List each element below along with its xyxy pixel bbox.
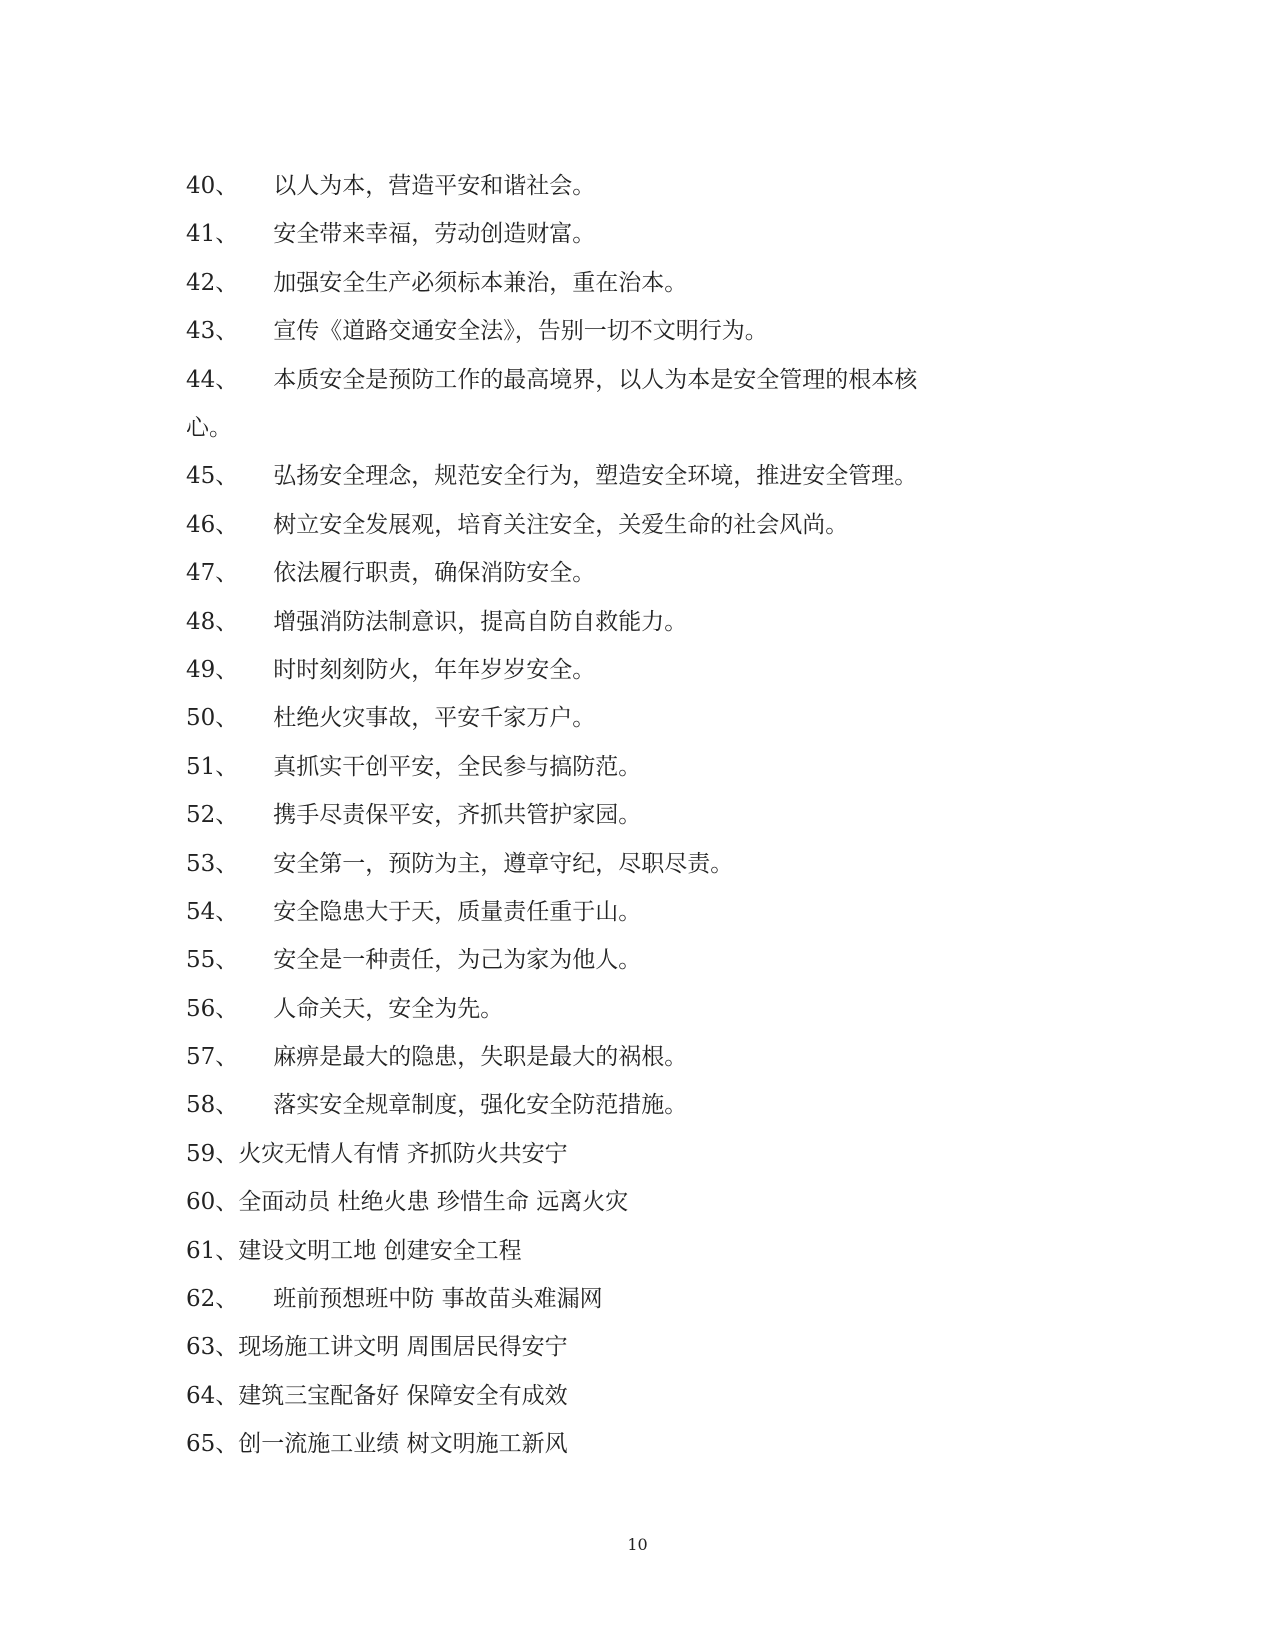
item-number: 58 — [186, 1092, 216, 1119]
item-separator: 、 — [215, 1237, 239, 1264]
list-item — [186, 1033, 946, 1081]
item-text: 班前预想班中防 事故苗头难漏网 — [273, 1286, 603, 1313]
list-item — [186, 646, 946, 694]
item-separator: 、 — [215, 269, 239, 296]
item-number: 62 — [186, 1286, 216, 1313]
item-number: 63 — [186, 1334, 216, 1361]
item-separator: 、 — [215, 705, 239, 732]
item-separator: 、 — [215, 995, 239, 1022]
item-separator: 、 — [215, 1044, 239, 1071]
item-text: 安全第一，预防为主，遵章守纪，尽职尽责。 — [273, 850, 734, 877]
list-item — [186, 1275, 946, 1323]
item-separator: 、 — [215, 1140, 239, 1167]
item-separator: 、 — [215, 1092, 239, 1119]
item-text: 建筑三宝配备好 保障安全有成效 — [238, 1382, 568, 1409]
list-item — [186, 791, 946, 839]
item-text: 弘扬安全理念，规范安全行为，塑造安全环境，推进安全管理。 — [273, 463, 918, 490]
item-text: 安全是一种责任，为己为家为他人。 — [273, 947, 642, 974]
list-item — [186, 307, 946, 355]
list-item — [186, 598, 946, 646]
item-number: 52 — [186, 802, 216, 829]
item-number: 61 — [186, 1237, 216, 1264]
item-text: 安全隐患大于天，质量责任重于山。 — [273, 898, 642, 925]
item-text: 宣传《道路交通安全法》，告别一切不文明行为。 — [273, 318, 768, 345]
item-number: 60 — [186, 1189, 216, 1216]
item-separator: 、 — [215, 221, 239, 248]
list-item — [186, 743, 946, 791]
item-separator: 、 — [215, 511, 239, 538]
item-number: 49 — [186, 656, 216, 683]
list-item — [186, 985, 946, 1033]
page-number: 10 — [627, 1535, 648, 1554]
list-item — [186, 501, 946, 549]
item-separator: 、 — [215, 560, 239, 587]
list-item — [186, 1323, 946, 1371]
item-separator: 、 — [215, 366, 239, 393]
item-text: 依法履行职责，确保消防安全。 — [273, 560, 596, 587]
list-item — [186, 1227, 946, 1275]
item-number: 45 — [186, 463, 216, 490]
item-separator: 、 — [215, 1334, 239, 1361]
item-number: 53 — [186, 850, 216, 877]
item-separator: 、 — [215, 802, 239, 829]
item-number: 46 — [186, 511, 216, 538]
item-text: 真抓实干创平安，全民参与搞防范。 — [273, 753, 642, 780]
item-number: 50 — [186, 705, 216, 732]
list-item — [186, 1130, 946, 1178]
item-text: 落实安全规章制度，强化安全防范措施。 — [273, 1092, 688, 1119]
item-number: 57 — [186, 1044, 216, 1071]
item-separator: 、 — [215, 608, 239, 635]
list-item — [186, 452, 946, 500]
slogan-list — [186, 162, 946, 1469]
item-text: 树立安全发展观，培育关注安全，关爱生命的社会风尚。 — [273, 511, 849, 538]
list-item — [186, 1420, 946, 1468]
item-number: 47 — [186, 560, 216, 587]
item-text: 杜绝火灾事故，平安千家万户。 — [273, 705, 596, 732]
item-number: 54 — [186, 898, 216, 925]
item-number: 56 — [186, 995, 216, 1022]
item-number: 51 — [186, 753, 216, 780]
item-text: 时时刻刻防火，年年岁岁安全。 — [273, 656, 596, 683]
item-text-continuation: 心。 — [186, 414, 232, 441]
item-text: 全面动员 杜绝火患 珍惜生命 远离火灾 — [238, 1189, 629, 1216]
item-separator: 、 — [215, 898, 239, 925]
item-text: 人命关天，安全为先。 — [273, 995, 504, 1022]
item-number: 59 — [186, 1140, 216, 1167]
item-separator: 、 — [215, 753, 239, 780]
item-number: 42 — [186, 269, 216, 296]
list-item — [186, 356, 946, 453]
item-separator: 、 — [215, 173, 239, 199]
item-text: 以人为本，营造平安和谐社会。 — [273, 173, 596, 199]
item-number: 40 — [186, 173, 216, 199]
item-separator: 、 — [215, 1431, 239, 1458]
item-separator: 、 — [215, 463, 239, 490]
item-text: 火灾无情人有情 齐抓防火共安宁 — [238, 1140, 568, 1167]
item-text: 现场施工讲文明 周围居民得安宁 — [238, 1334, 568, 1361]
item-separator: 、 — [215, 1189, 239, 1216]
item-text: 建设文明工地 创建安全工程 — [238, 1237, 522, 1264]
list-item — [186, 1081, 946, 1129]
item-number: 48 — [186, 608, 216, 635]
item-text: 增强消防法制意识，提高自防自救能力。 — [273, 608, 688, 635]
item-number: 41 — [186, 221, 216, 248]
item-number: 43 — [186, 318, 216, 345]
item-separator: 、 — [215, 1382, 239, 1409]
list-item — [186, 840, 946, 888]
item-text: 加强安全生产必须标本兼治，重在治本。 — [273, 269, 688, 296]
item-text: 本质安全是预防工作的最高境界，以人为本是安全管理的根本核 — [273, 366, 918, 393]
item-number: 55 — [186, 947, 216, 974]
list-item — [186, 888, 946, 936]
list-item — [186, 936, 946, 984]
list-item — [186, 1178, 946, 1226]
item-number: 64 — [186, 1382, 216, 1409]
item-separator: 、 — [215, 947, 239, 974]
item-separator: 、 — [215, 1286, 239, 1313]
list-item — [186, 1372, 946, 1420]
list-item — [186, 259, 946, 307]
item-text: 安全带来幸福，劳动创造财富。 — [273, 221, 596, 248]
item-separator: 、 — [215, 318, 239, 345]
item-text: 创一流施工业绩 树文明施工新风 — [238, 1431, 568, 1458]
item-number: 65 — [186, 1431, 216, 1458]
item-separator: 、 — [215, 656, 239, 683]
list-item — [186, 549, 946, 597]
item-text: 麻痹是最大的隐患，失职是最大的祸根。 — [273, 1044, 688, 1071]
list-item — [186, 210, 946, 258]
item-text: 携手尽责保平安，齐抓共管护家园。 — [273, 802, 642, 829]
list-item — [186, 694, 946, 742]
item-separator: 、 — [215, 850, 239, 877]
item-number: 44 — [186, 366, 216, 393]
list-item — [186, 162, 946, 210]
